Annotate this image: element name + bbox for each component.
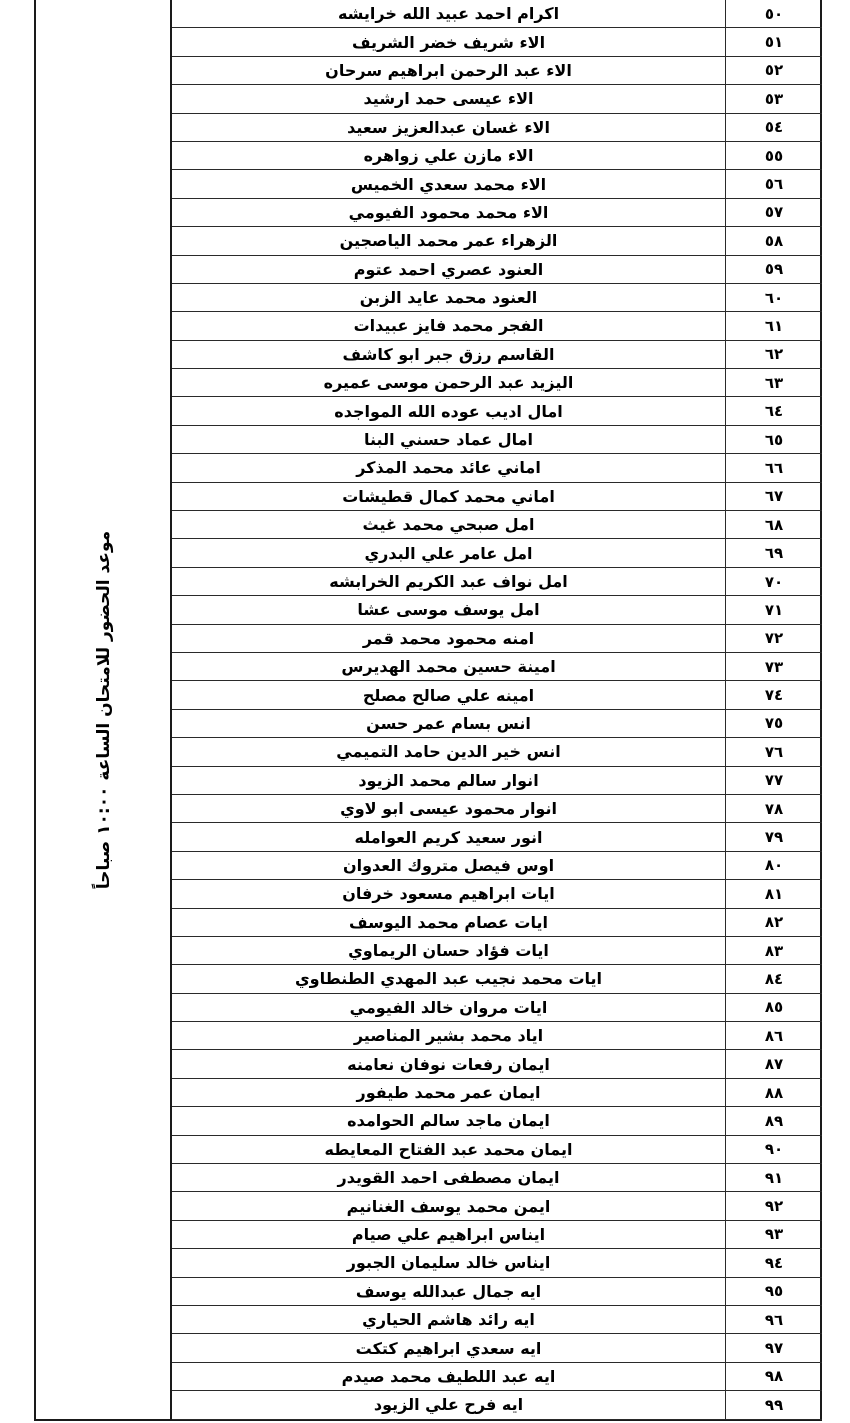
student-name: اياد محمد بشير المناصير (172, 1022, 726, 1049)
table-row (172, 397, 822, 425)
row-number: ٥٧ (764, 203, 784, 222)
row-number: ٧٣ (764, 657, 784, 676)
row-number: ٧٤ (764, 686, 784, 705)
row-number: ٩٨ (764, 1367, 784, 1386)
table-row (172, 1249, 822, 1277)
table-row (172, 1022, 822, 1050)
row-number: ٥٦ (764, 175, 784, 194)
student-name: الاء غسان عبدالعزيز سعيد (172, 114, 726, 141)
student-name: امينه علي صالح مصلح (172, 681, 726, 708)
student-name: ايات عصام محمد اليوسف (172, 909, 726, 936)
row-number: ٩١ (764, 1168, 784, 1187)
row-number: ٧٦ (764, 742, 784, 761)
table-row (172, 965, 822, 993)
table-row (172, 1107, 822, 1135)
student-name: امال اديب عوده الله المواجده (172, 397, 726, 424)
row-number: ٦٢ (764, 345, 784, 364)
table-row (172, 625, 822, 653)
row-number: ٧٧ (764, 771, 784, 790)
row-number: ٥٢ (764, 61, 784, 80)
table-row (172, 596, 822, 624)
student-name: امل عامر علي البدري (172, 539, 726, 566)
table-row (172, 1278, 822, 1306)
table-row (172, 1363, 822, 1391)
table-row (172, 795, 822, 823)
row-number: ٦٠ (764, 288, 784, 307)
row-number: ٥٤ (764, 118, 784, 137)
student-name: ايمان محمد عبد الفتاح المعايطه (172, 1136, 726, 1163)
student-name: ايمن محمد يوسف الغنانيم (172, 1192, 726, 1219)
row-number: ٨٣ (764, 941, 784, 960)
student-name: ايات ابراهيم مسعود خرفان (172, 880, 726, 907)
table-row (172, 0, 822, 28)
table-row (172, 767, 822, 795)
student-name: امال عماد حسني البنا (172, 426, 726, 453)
row-number: ٩٠ (764, 1140, 784, 1159)
table-row (172, 681, 822, 709)
student-name: ايات مروان خالد الفيومي (172, 994, 726, 1021)
row-number: ٨٨ (764, 1083, 784, 1102)
row-number: ٩٤ (764, 1253, 784, 1272)
table-row (172, 227, 822, 255)
row-number: ٨٦ (764, 1026, 784, 1045)
row-number: ٧٨ (764, 799, 784, 818)
student-name: الفجر محمد فايز عبيدات (172, 312, 726, 339)
student-name: ايمان عمر محمد طيفور (172, 1079, 726, 1106)
row-number: ٩٧ (764, 1339, 784, 1358)
row-number: ٩٩ (764, 1395, 784, 1414)
row-number: ٨٧ (764, 1055, 784, 1074)
row-number: ٨١ (764, 884, 784, 903)
student-name: ايه فرح علي الزيود (172, 1391, 726, 1418)
row-number: ٦٧ (764, 487, 784, 506)
table-row (172, 341, 822, 369)
student-name: ايناس خالد سليمان الجبور (172, 1249, 726, 1276)
table-row (172, 483, 822, 511)
student-name: اوس فيصل متروك العدوان (172, 852, 726, 879)
exam-time-column (36, 0, 172, 1419)
exam-time-note: موعد الحضور للامتحان الساعة ١٠:٠٠ صباحاً (94, 530, 114, 890)
table-row (172, 57, 822, 85)
student-name: الاء شريف خضر الشريف (172, 28, 726, 55)
student-name: الاء محمد محمود الفيومي (172, 199, 726, 226)
student-name: انور سعيد كريم العوامله (172, 823, 726, 850)
student-name: ايه رائد هاشم الحياري (172, 1306, 726, 1333)
student-name: اماني محمد كمال قطيشات (172, 483, 726, 510)
row-number: ٦٩ (764, 544, 784, 563)
table-row (172, 312, 822, 340)
student-name: امل نواف عبد الكريم الخرابشه (172, 568, 726, 595)
student-name: انوار محمود عيسى ابو لاوي (172, 795, 726, 822)
student-name: ايه عبد اللطيف محمد صيدم (172, 1363, 726, 1390)
student-name: الاء عبد الرحمن ابراهيم سرحان (172, 57, 726, 84)
table-row (172, 1334, 822, 1362)
table-row (172, 710, 822, 738)
student-name: العنود محمد عايد الزبن (172, 284, 726, 311)
attendance-table (34, 0, 822, 1421)
student-name: ايات فؤاد حسان الريماوي (172, 937, 726, 964)
table-row (172, 880, 822, 908)
table-row (172, 1136, 822, 1164)
table-row (172, 1192, 822, 1220)
row-number: ٩٢ (764, 1197, 784, 1216)
table-row (172, 256, 822, 284)
row-number: ٩٣ (764, 1225, 784, 1244)
row-number: ٦٣ (764, 373, 784, 392)
row-number: ٧٢ (764, 629, 784, 648)
student-name: القاسم رزق جبر ابو كاشف (172, 341, 726, 368)
row-number: ٥١ (764, 33, 784, 52)
row-number: ٥٣ (764, 89, 784, 108)
student-name: ايمان مصطفى احمد القويدر (172, 1164, 726, 1191)
row-number: ٧٩ (764, 828, 784, 847)
student-name: امينة حسين محمد الهديرس (172, 653, 726, 680)
student-name: امنه محمود محمد قمر (172, 625, 726, 652)
table-row (172, 28, 822, 56)
table-row (172, 85, 822, 113)
row-number: ٧٥ (764, 714, 784, 733)
student-name: اكرام احمد عبيد الله خرايشه (172, 0, 726, 27)
row-number: ٧٠ (764, 572, 784, 591)
table-row (172, 426, 822, 454)
table-row (172, 1221, 822, 1249)
row-number: ٨٤ (764, 969, 784, 988)
student-name: اليزيد عبد الرحمن موسى عميره (172, 369, 726, 396)
student-name: امل صبحي محمد غيث (172, 511, 726, 538)
table-row (172, 369, 822, 397)
table-row (172, 994, 822, 1022)
table-rows (172, 0, 822, 1420)
table-row (172, 1050, 822, 1078)
student-name: اماني عائد محمد المذكر (172, 454, 726, 481)
table-row (172, 823, 822, 851)
table-row (172, 852, 822, 880)
student-name: ايه جمال عبدالله يوسف (172, 1278, 726, 1305)
student-name: انس بسام عمر حسن (172, 710, 726, 737)
table-row (172, 568, 822, 596)
table-row (172, 1391, 822, 1419)
student-name: ايه سعدي ابراهيم كتكت (172, 1334, 726, 1361)
table-row (172, 114, 822, 142)
table-row (172, 653, 822, 681)
student-name: الاء مازن علي زواهره (172, 142, 726, 169)
table-row (172, 284, 822, 312)
table-row (172, 738, 822, 766)
student-name: امل يوسف موسى عشا (172, 596, 726, 623)
row-number: ٥٥ (764, 146, 784, 165)
row-number: ٥٨ (764, 231, 784, 250)
student-name: انوار سالم محمد الزيود (172, 767, 726, 794)
student-name: انس خير الدين حامد التميمي (172, 738, 726, 765)
row-number: ٨٥ (764, 998, 784, 1017)
row-number: ٦٥ (764, 430, 784, 449)
table-row (172, 909, 822, 937)
student-name: ايات محمد نجيب عبد المهدي الطنطاوي (172, 965, 726, 992)
row-number: ٥٩ (764, 260, 784, 279)
student-name: الاء محمد سعدي الخميس (172, 170, 726, 197)
table-row (172, 539, 822, 567)
table-row (172, 1164, 822, 1192)
table-row (172, 454, 822, 482)
row-number: ٦٨ (764, 515, 784, 534)
row-number: ٨٢ (764, 913, 784, 932)
row-number: ٥٠ (764, 4, 784, 23)
row-number: ٦٦ (764, 458, 784, 477)
row-number: ٧١ (764, 600, 784, 619)
student-name: ايمان رفعات نوفان نعامنه (172, 1050, 726, 1077)
table-row (172, 199, 822, 227)
row-number: ٩٦ (764, 1310, 784, 1329)
table-row (172, 1079, 822, 1107)
student-name: الاء عيسى حمد ارشيد (172, 85, 726, 112)
row-number: ٦١ (764, 316, 784, 335)
row-number: ٨٩ (764, 1111, 784, 1130)
student-name: ايناس ابراهيم علي صيام (172, 1221, 726, 1248)
table-row (172, 937, 822, 965)
student-name: ايمان ماجد سالم الحوامده (172, 1107, 726, 1134)
table-row (172, 142, 822, 170)
row-number: ٨٠ (764, 856, 784, 875)
table-row (172, 511, 822, 539)
student-name: الزهراء عمر محمد الياصجين (172, 227, 726, 254)
student-name: العنود عصري احمد عتوم (172, 256, 726, 283)
row-number: ٦٤ (764, 402, 784, 421)
table-row (172, 1306, 822, 1334)
row-number: ٩٥ (764, 1282, 784, 1301)
table-row (172, 170, 822, 198)
